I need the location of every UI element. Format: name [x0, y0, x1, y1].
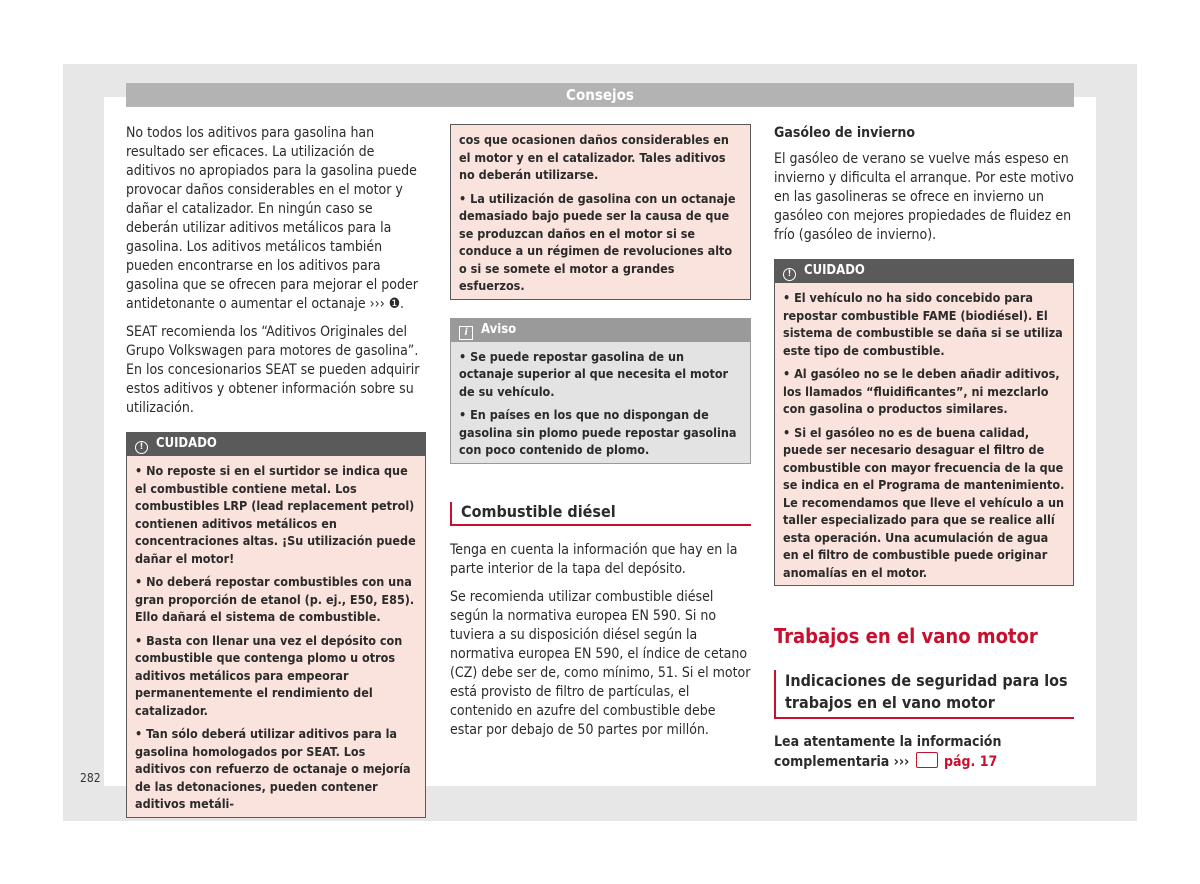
section-header: Consejos [126, 83, 1074, 107]
info-icon: i [459, 326, 473, 340]
notice-item: • Se puede repostar gasolina de un octanaje superior al que necesita el motor de su vehículo. [459, 348, 729, 399]
caution-item: cos que ocasionen daños considerables en el motor y en el catalizador. Tales aditivos no deberán utilizarse. [459, 132, 729, 182]
paragraph: Se recomienda utilizar combustible diésel según la normativa europea EN 590. Si no tuviera a su disposición diésel según la normativa europea EN 590, el índice de cetano (CZ) debe ser de, como mínimo, 51. Si el motor está provisto de filtro de partículas, el contenido en azufre del combustible debe estar por debajo de 50 partes por millón. [450, 588, 751, 738]
caution-item: • Al gasóleo no se le deben añadir aditivos, los llamados “fluidificantes”, ni mezclarlo con gasolina o productos similares. [783, 366, 1060, 416]
diesel-heading: Combustible diésel [450, 502, 751, 526]
section-title: Trabajos en el vano motor [774, 624, 1038, 648]
caution-title: CUIDADO [804, 263, 865, 278]
notice-title: Aviso [481, 321, 517, 337]
caution-box [774, 259, 1074, 586]
caution-body [774, 283, 1074, 586]
subsection-heading: Indicaciones de seguridad para los trabajos en el vano motor [774, 670, 1074, 719]
caution-item: • Si el gasóleo no es de buena calidad, puede ser necesario desaguar el filtro de combustible con mayor frecuencia de la que se indica en el Programa de mantenimiento. Le recomendamos que lleve el vehículo a un taller especializado para que se realice allí esta operación. Una acumulación de agua en el filtro de combustible puede originar anomalías en el motor. [783, 424, 1065, 580]
caution-item: • Tan sólo deberá utilizar aditivos para la gasolina homologados por SEAT. Los aditivos con refuerzo de octanaje o mejoría de las detonaciones, pueden contener aditivos metáli- [135, 726, 411, 811]
lead-text-body: Lea atentamente la información complementaria ››› [774, 734, 1002, 770]
notice-box [450, 318, 751, 464]
caution-item: • Basta con llenar una vez el depósito con combustible que contenga plomo u otros aditivos metálicos para empeorar permanentemente el rendimiento del catalizador. [135, 632, 403, 718]
caution-body [126, 456, 426, 818]
winter-diesel-heading: Gasóleo de invierno [774, 125, 916, 141]
warning-icon: ! [783, 268, 796, 281]
paragraph: El gasóleo de verano se vuelve más espeso en invierno y dificulta el arranque. Por este motivo en las gasolineras se ofrece en invierno un gasóleo con mejores propiedades de fluidez en frío (gasóleo de invierno). [774, 151, 1074, 243]
page-number: 282 [80, 771, 101, 785]
column-right [774, 124, 1074, 772]
caution-title: CUIDADO [156, 436, 217, 451]
caution-item: • La utilización de gasolina con un octanaje demasiado bajo puede ser la causa de que se produzcan daños en el motor si se conduce a un régimen de revoluciones alto o si se somete el motor a grandes esfuerzos. [459, 190, 736, 293]
caution-header [774, 259, 1074, 283]
paragraph: SEAT recomienda los “Aditivos Originales del Grupo Volkswagen para motores de gasolina”. En los concesionarios SEAT se pueden adquirir estos aditivos y obtener información sobre su utilización. [126, 324, 420, 416]
caution-box [126, 432, 426, 818]
caution-item: • No reposte si en el surtidor se indica que el combustible contiene metal. Los combustibles LRP (lead replacement petrol) contienen aditivos metálicos en concentraciones altas. ¡Su utilización puede dañar el motor! [135, 463, 416, 566]
column-left [126, 124, 426, 818]
paragraph: No todos los aditivos para gasolina han resultado ser eficaces. La utilización de aditivos no apropiados para la gasolina puede provocar daños considerables en el motor y dañar el catalizador. En ningún caso se deberán utilizar aditivos metálicos para la gasolina. Los aditivos metálicos también pueden encontrarse en los aditivos para gasolina que se ofrecen para mejorar el poder antidetonante o aumentar el octanaje ››› ❶. [126, 125, 418, 312]
notice-header [450, 318, 751, 342]
caution-item: • No deberá repostar combustibles con una gran proporción de etanol (p. ej., E50, E85). Ello dañará el sistema de combustible. [135, 574, 415, 624]
warning-icon: ! [135, 441, 148, 454]
book-reference-icon [916, 752, 938, 768]
notice-item: • En países en los que no dispongan de gasolina sin plomo puede repostar gasolina con poco contenido de plomo. [459, 407, 737, 457]
page-reference-link[interactable]: pág. 17 [944, 754, 998, 770]
paragraph: Tenga en cuenta la información que hay en la parte interior de la tapa del depósito. [450, 541, 738, 577]
column-middle [450, 124, 751, 749]
caution-header [126, 432, 426, 456]
lead-text [774, 733, 1074, 772]
notice-body [450, 342, 751, 464]
caution-continued [450, 124, 751, 300]
caution-item: • El vehículo no ha sido concebido para repostar combustible FAME (biodiésel). El sistema de combustible se daña si se utiliza este tipo de combustible. [783, 290, 1063, 358]
